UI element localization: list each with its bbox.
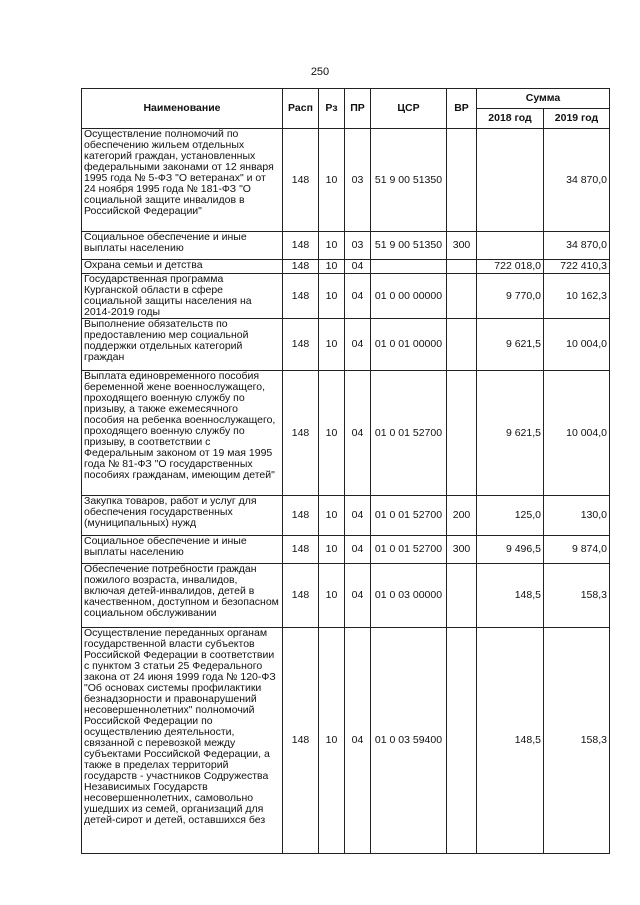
table-row — [82, 536, 610, 564]
row-sum-2018: 148,5 — [477, 628, 544, 854]
row-sum-2019: 10 162,3 — [544, 274, 610, 319]
row-vr: 300 — [447, 536, 477, 564]
table-row — [82, 564, 610, 628]
row-sum-2019: 10 004,0 — [544, 319, 610, 371]
row-sum-2018: 9 621,5 — [477, 319, 544, 371]
header-year-2018: 2018 год — [477, 109, 544, 129]
row-csr: 01 0 01 00000 — [371, 319, 447, 371]
row-rasp: 148 — [283, 260, 319, 274]
row-pr: 04 — [345, 564, 371, 628]
row-rasp: 148 — [283, 319, 319, 371]
row-pr: 04 — [345, 496, 371, 536]
header-rz: Рз — [319, 89, 345, 129]
row-rz: 10 — [319, 274, 345, 319]
row-vr — [447, 260, 477, 274]
row-rz: 10 — [319, 371, 345, 496]
row-sum-2019: 34 870,0 — [544, 232, 610, 260]
row-pr: 04 — [345, 274, 371, 319]
row-sum-2019: 10 004,0 — [544, 371, 610, 496]
row-rasp: 148 — [283, 371, 319, 496]
row-sum-2018 — [477, 232, 544, 260]
table-row — [82, 129, 610, 232]
row-name: Осуществление полномочий по обеспечению жильем отдельных категорий граждан, установленных федеральными законами от 12 января 1995 года № 5-ФЗ "О ветеранах" и от 24 ноября 1995 года № 181-ФЗ "О социальной защите инвалидов в Российской Федерации" — [82, 129, 283, 232]
row-name: Осуществление переданных органам государственной власти субъектов Российской Федерации в соответствии с пунктом 3 статьи 25 Федерального закона от 24 июня 1999 года № 120-ФЗ "Об основах системы профилактики безнадзорности и правонарушений несовершеннолетних" полномочий Российской Федерации по осуществлению деятельности, связанной с перевозкой между субъектами Российской Федерации, а также в пределах территорий государств - участников Содружества Независимых Государств несовершеннолетних, самовольно ушедших из семей, организаций для детей-сирот и детей, оставшихся без — [82, 628, 283, 854]
row-csr: 01 0 03 00000 — [371, 564, 447, 628]
row-vr — [447, 129, 477, 232]
row-sum-2019: 158,3 — [544, 628, 610, 854]
row-rasp: 148 — [283, 496, 319, 536]
table-row — [82, 232, 610, 260]
row-csr — [371, 260, 447, 274]
row-pr: 03 — [345, 232, 371, 260]
header-vr: ВР — [447, 89, 477, 129]
row-csr: 01 0 01 52700 — [371, 496, 447, 536]
row-name: Государственная программа Курганской области в сфере социальной защиты населения на 2014-2019 годы — [82, 274, 283, 319]
row-vr — [447, 319, 477, 371]
row-name: Выполнение обязательств по предоставлению мер социальной поддержки отдельных категорий граждан — [82, 319, 283, 371]
row-vr — [447, 564, 477, 628]
row-sum-2019: 130,0 — [544, 496, 610, 536]
row-pr: 03 — [345, 129, 371, 232]
row-rz: 10 — [319, 496, 345, 536]
row-csr: 01 0 03 59400 — [371, 628, 447, 854]
row-vr: 200 — [447, 496, 477, 536]
table-row — [82, 371, 610, 496]
row-sum-2018: 9 770,0 — [477, 274, 544, 319]
page-number: 250 — [310, 66, 330, 78]
budget-table — [81, 88, 610, 854]
row-name: Социальное обеспечение и иные выплаты населению — [82, 536, 283, 564]
table-row — [82, 496, 610, 536]
row-rz: 10 — [319, 628, 345, 854]
table-row — [82, 628, 610, 854]
row-pr: 04 — [345, 628, 371, 854]
row-rasp: 148 — [283, 232, 319, 260]
row-rz: 10 — [319, 129, 345, 232]
row-sum-2019: 34 870,0 — [544, 129, 610, 232]
header-rasp: Расп — [283, 89, 319, 129]
row-rz: 10 — [319, 232, 345, 260]
row-rasp: 148 — [283, 564, 319, 628]
row-csr: 51 9 00 51350 — [371, 232, 447, 260]
row-sum-2019: 722 410,3 — [544, 260, 610, 274]
row-vr — [447, 274, 477, 319]
row-vr — [447, 371, 477, 496]
row-sum-2018: 9 621,5 — [477, 371, 544, 496]
header-name: Наименование — [82, 89, 283, 129]
header-csr: ЦСР — [371, 89, 447, 129]
row-name: Обеспечение потребности граждан пожилого возраста, инвалидов, включая детей-инвалидов, детей в качественном, доступном и безопасном социальном обслуживании — [82, 564, 283, 628]
row-name: Закупка товаров, работ и услуг для обеспечения государственных (муниципальных) нужд — [82, 496, 283, 536]
row-sum-2018 — [477, 129, 544, 232]
row-sum-2018: 9 496,5 — [477, 536, 544, 564]
row-pr: 04 — [345, 371, 371, 496]
row-sum-2018: 125,0 — [477, 496, 544, 536]
header-sum: Сумма — [477, 89, 610, 109]
row-rz: 10 — [319, 319, 345, 371]
row-rasp: 148 — [283, 274, 319, 319]
row-csr: 01 0 00 00000 — [371, 274, 447, 319]
row-rasp: 148 — [283, 536, 319, 564]
row-sum-2018: 722 018,0 — [477, 260, 544, 274]
row-vr — [447, 628, 477, 854]
table-row — [82, 274, 610, 319]
row-name: Социальное обеспечение и иные выплаты населению — [82, 232, 283, 260]
row-sum-2019: 9 874,0 — [544, 536, 610, 564]
row-vr: 300 — [447, 232, 477, 260]
table-row — [82, 319, 610, 371]
row-rz: 10 — [319, 564, 345, 628]
row-rasp: 148 — [283, 628, 319, 854]
row-name: Охрана семьи и детства — [82, 260, 283, 274]
header-pr: ПР — [345, 89, 371, 129]
row-rasp: 148 — [283, 129, 319, 232]
row-csr: 51 9 00 51350 — [371, 129, 447, 232]
row-rz: 10 — [319, 536, 345, 564]
row-csr: 01 0 01 52700 — [371, 371, 447, 496]
row-csr: 01 0 01 52700 — [371, 536, 447, 564]
row-pr: 04 — [345, 536, 371, 564]
row-sum-2019: 158,3 — [544, 564, 610, 628]
row-sum-2018: 148,5 — [477, 564, 544, 628]
header-year-2019: 2019 год — [544, 109, 610, 129]
row-pr: 04 — [345, 319, 371, 371]
table-row — [82, 260, 610, 274]
row-rz: 10 — [319, 260, 345, 274]
row-pr: 04 — [345, 260, 371, 274]
row-name: Выплата единовременного пособия беременной жене военнослужащего, проходящего военную службу по призыву, а также ежемесячного пособия на ребенка военнослужащего, проходящего военную службу по призыву, в соответствии с Федеральным законом от 19 мая 1995 года № 81-ФЗ "О государственных пособиях гражданам, имеющим детей" — [82, 371, 283, 496]
